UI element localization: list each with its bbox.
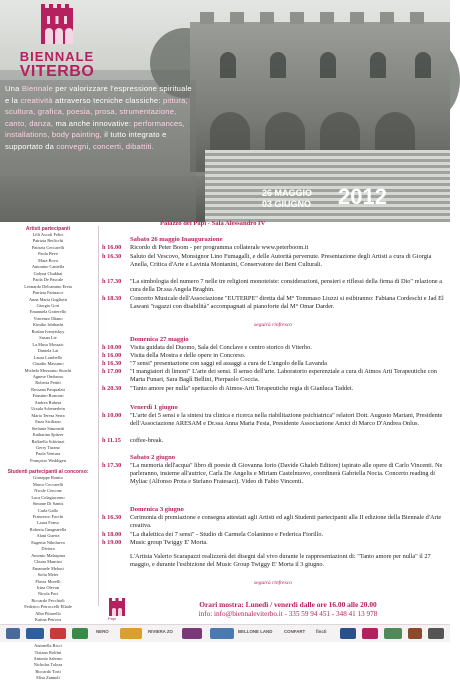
event-time: h 17.00 [102, 368, 122, 375]
participant-name: Katina Petrova [34, 617, 62, 623]
small-palace-logo-icon [106, 598, 128, 616]
event-time: h 17.30 [102, 462, 122, 469]
palace-logo-icon [35, 4, 79, 48]
participant-name: Stefania Simonetti [31, 425, 65, 431]
sponsor-logo [428, 628, 444, 639]
participant-name: Sofia Meter [37, 572, 59, 578]
event-time: h 18.00 [102, 531, 122, 538]
sponsor-name: CONFART [284, 629, 306, 634]
participant-name: Rossana Pasqualati [31, 386, 65, 392]
participant-name: Antonino Cantella [31, 264, 65, 270]
participants-column [0, 226, 96, 682]
event-text: Visita guidata del Duomo, Sala del Conclave e centro storico di Viterbo. [130, 344, 312, 351]
intro-highlight: pittura, scultura, grafica, poesia, prosa, strumentazione, canto, danza, [5, 95, 188, 128]
participant-name: La Musa Mossaic [32, 341, 64, 347]
participant-name: Chiara Mancini [34, 559, 62, 565]
merlon [290, 12, 304, 24]
participant-name: Alani Guerra [36, 533, 60, 539]
event-text: "7 sensi" presentazione con saggi ed assaggi a cura de L'angolo della Lavanda [130, 360, 327, 367]
venue-title: Palazzo dei Papi - Sala Alessandro IV [160, 220, 266, 227]
event-time: h 10.00 [102, 412, 122, 419]
event-text: Saluto del Vescovo, Monsignor Lino Fumagalli, e delle Autorità pervenute. Presentazione degli Artisti a cura di Giorgia Anella, Critica d'Arte e Lavinia Montanini, Conservatore dei Beni Culturali. [130, 253, 432, 269]
students-list [0, 475, 96, 682]
participant-name: Ruslan Ivanytskyy [31, 328, 65, 334]
participant-name: Simone Di Santis [32, 501, 64, 507]
intro-highlight: Biennale [21, 84, 53, 93]
students-heading: Studenti partecipanti al concorso: [7, 469, 89, 476]
participant-name: Tiziano Rolfini [34, 649, 62, 655]
participant-name: Nicole Cercone [34, 488, 62, 494]
sponsor-name: fincti [316, 629, 327, 634]
participant-name: Susan Lie [39, 335, 57, 341]
participant-name: Faustino Ronconi [32, 393, 64, 399]
merlon [230, 12, 244, 24]
participant-name: Francesco Facchi [32, 514, 64, 520]
participant-name: Claudio Massimo [32, 361, 64, 367]
participant-name: Leonardo Delcamino Ereta [24, 283, 72, 289]
event-time: h 16.30 [102, 360, 122, 367]
event-text: coffee-break. [130, 437, 164, 444]
participant-name: Katharina Spitzer [32, 432, 64, 438]
sponsor-logo [340, 628, 356, 639]
merlon [350, 12, 364, 24]
participant-name: Gerry Turano [36, 444, 60, 450]
merlon [320, 12, 334, 24]
day-heading: Venerdì 1 giugno [130, 404, 178, 411]
biennale-logo [12, 4, 102, 82]
event-text: "L'arte dei 5 sensi e la sintesi tra clinica e ricerca nella riabilitazione psichiatrica" relatori Dott. Augusto Mariani, Presidente dell'Associazione ARESAM e Dr.ssa Anna Maria Festa, Presidente Associazione Amici di Marco D'Andrea Onlus. [130, 412, 443, 428]
participant-name: Federico Petroccelli Ellade [24, 604, 72, 610]
intro-part: ma anche innovative: [53, 118, 134, 128]
event-text: "Tanto amore per nulla" spettacolo di Atmos-Arti Terapeutiche regia di Gianluca Taddei. [130, 385, 354, 392]
event-time: h 11.15 [102, 437, 121, 444]
intro-part: il tutto integrato e supportato da [5, 130, 167, 151]
event-time: h 16.30 [102, 253, 122, 260]
event-time: h 16.30 [102, 514, 122, 521]
participant-name: Laura Lombello [33, 354, 63, 360]
participant-name: Nicola Paci [37, 591, 59, 597]
small-logo-text: Papi [108, 616, 117, 621]
sponsor-logo [72, 628, 88, 639]
participant-name: Raffaella Schirinzi [31, 438, 65, 444]
participant-name: Agnese Ombroso [32, 373, 64, 379]
event-time: h 18.30 [102, 295, 122, 302]
event-text: "La memoria dell'acqua" libro di poesie di Giovanna Iorio (Davide Ghaleb Editore) ispirato alle opere di Carlo Vincenti. Ne parleranno, insieme all'autrice, Carla De Angelis e Miriam Castelnuovo, coordinerà Gabriella Nocia. Concerto reading di Myliac (Alfonso Prota e Stefano Fratesaci). Video di Fabio Vincenti. [130, 462, 443, 486]
window [220, 52, 236, 78]
date-start: 26 MAGGIO [262, 188, 313, 198]
window [270, 52, 286, 78]
participant-name: Nicholas Toloza [33, 662, 63, 668]
intro-part: attraverso tecniche classiche: [52, 95, 163, 105]
event-text: "I mangiatori di limoni" L'arte dei sensi. Il senso dell'arte. Laboratorio esperenziale a cura di Atmos Arti Terapeutiche con Marta Funari, Sara Baglì Bellini, Pierpaolo Coccia. [130, 368, 437, 384]
event-text: Cerimonia di premiazione e consegna attestati agli Artisti ed agli Studenti partecipanti alla II edizione della Biennale d'Arte creativa. [130, 514, 442, 530]
participant-name: Alba Pittarello [35, 610, 61, 616]
day-heading: Domenica 27 maggio [130, 336, 189, 343]
participant-name: Patrizia Ceccarelli [31, 244, 65, 250]
sponsor-logo [362, 628, 378, 639]
closing-note-text: L'Artista Valerio Scarapazzi realizzerà dei disegni dal vivo durante le rappresentazioni di: "Tanto amore per nulla" il 27 maggio, e durante l'esibizione del Music Group Twiggy E' Morta il 3 giugno. [130, 553, 431, 569]
intro-part: Una [5, 84, 22, 93]
participant-name: Giorgio Gori [36, 302, 60, 308]
participant-name: Antonio Malaspina [31, 552, 65, 558]
sponsor-name: NERO [96, 629, 109, 634]
participant-name: Enza Siciliano [35, 419, 61, 425]
participant-name: Laura Fonso [36, 520, 60, 526]
merlon [410, 12, 424, 24]
participant-name: Emanuele Meloni [32, 565, 64, 571]
sponsor-logo [26, 628, 44, 639]
artists-heading: Artisti partecipanti [25, 226, 71, 232]
participant-name: Riccardo Torti [35, 668, 61, 674]
event-time: h 17.30 [102, 278, 122, 285]
participant-name: Roberta Pettiti [35, 380, 61, 386]
contact-info: info: info@biennaleviterbo.it - 335 59 94 451 - 348 41 13 978 [198, 610, 378, 618]
participant-name: Paola De Pascale [32, 277, 64, 283]
logo-title-line2: VITERBO [19, 63, 95, 80]
event-dates [262, 188, 312, 210]
participant-name: Giuseppe Bonito [33, 475, 63, 481]
participant-name: Michela Mezzomo Sturchi [24, 367, 72, 373]
refresh-note: seguirà rinfresco [253, 580, 293, 586]
participant-name: Antonella Ricci [34, 643, 62, 649]
participant-name: Irina Olevan [36, 585, 60, 591]
sponsor-name: RIVIERA ZO [148, 629, 173, 634]
participant-name: Paola Ventura [35, 451, 61, 457]
event-text: "La dialettica dei 7 sensi" - Studio di Carmela Colaninno e Federica Fiorillo. [130, 531, 324, 538]
logo-title-line1: BIENNALE [19, 49, 95, 64]
event-text: Ricordo di Peter Boom - per programma collaterale www.peterboom.it [130, 244, 309, 251]
sponsor-name: BELLONE LAND [238, 629, 273, 634]
column-divider [98, 226, 99, 606]
sponsor-logo [182, 628, 202, 639]
artists-list [0, 232, 96, 464]
participant-name: Andrea Rubera [34, 399, 62, 405]
sponsor-logo [6, 628, 20, 639]
intro-highlight: creatività [20, 95, 53, 105]
participant-name: Vincenzo Illiano [33, 315, 63, 321]
event-time: h 19.00 [102, 539, 122, 546]
intro-text [5, 83, 197, 153]
day-heading: Sabato 26 maggio Inaugurazione [130, 236, 223, 243]
participant-name: Carla Gallo [37, 507, 59, 513]
refresh-note: seguirà rinfresco [253, 322, 293, 328]
participant-name: Mara Bova [38, 257, 58, 263]
day-heading: Domenica 3 giugno [130, 506, 184, 513]
event-time: h 10.00 [102, 344, 122, 351]
intro-highlight: performances, installations, body painting, [5, 118, 185, 140]
participant-name: Riccardo Pecchioli [31, 597, 65, 603]
participant-name: Roberta Gnagnarella [29, 526, 67, 532]
window [370, 52, 386, 78]
participant-name: Maria Teresa Serra [31, 412, 65, 418]
participant-name: Françoise Weddigen [30, 457, 66, 463]
participant-name: Flavia Morelli [35, 578, 61, 584]
participant-name: Lilli Ascoli Felici [32, 232, 64, 237]
participant-name: Marco Ceccarelli [32, 481, 64, 487]
stairs [205, 150, 450, 222]
event-year: 2012 [338, 184, 387, 209]
date-end: 03 GIUGNO [262, 199, 312, 209]
participant-name: Ursula Scheuerlein [31, 406, 65, 412]
participant-name: Daniela Lai [37, 348, 59, 354]
participant-name: Elisa Zannoli [36, 675, 60, 681]
sponsor-logo [384, 628, 402, 639]
day-heading: Sabato 2 giugno [130, 454, 176, 461]
exhibition-hours: Orari mostra: Lunedì / venerdì dalle ore 16.00 alle 20.00 [199, 600, 377, 609]
event-time: h 20.30 [102, 385, 122, 392]
event-time: h 16.00 [102, 244, 122, 251]
merlon [260, 12, 274, 24]
event-time: h 16.00 [102, 352, 122, 359]
intro-part: per valorizzare l'espressione spirituale e la [5, 84, 192, 105]
participant-name: Galyna Chukhai [33, 270, 63, 276]
event-text: Music group Twiggy E' Morta. [130, 539, 208, 546]
window [320, 52, 336, 78]
event-text: "La simbologia del numero 7 nelle tre religioni monoteiste: considerazioni, pensieri e riflessi della firma di Dio" relazione a cura della Dr.ssa Angela Braghin. [130, 278, 443, 294]
intro-highlight: convegni, concerti, dibattiti. [56, 141, 154, 151]
participant-name: Diviera [41, 546, 55, 552]
event-text: Concerto Musicale dell'Associazione "EUTERPE" diretta dal M° Tommaso Liuzzi si esibiranno: Fabiana Cordeschi e Jad El Lawani "ragazzi con disabilità" accompagnati al pianoforte dal M° Omar Darder. [130, 295, 444, 311]
participant-name: Patrizia Farinacci [32, 290, 64, 296]
sponsor-logo [408, 628, 422, 639]
window [415, 52, 431, 78]
sponsor-logo [50, 628, 66, 639]
participant-name: Emanuela Gotterello [29, 309, 67, 315]
participant-name: Kimiko Ishibashi [32, 322, 64, 328]
participant-name: Paola Beve [38, 251, 58, 257]
merlon [380, 12, 394, 24]
participant-name: Antonio Salerno [33, 656, 63, 661]
participant-name: Eugenia Nikolaeva [31, 539, 65, 545]
merlon [200, 12, 214, 24]
sponsor-logo [120, 628, 142, 639]
participant-name: Luca Colagiacomo [31, 494, 65, 500]
participant-name: Anna Maria Gugliotti [28, 296, 68, 302]
sponsor-logo [210, 628, 234, 639]
event-text: Visita della Mostra e delle opere in Concorso. [130, 352, 246, 359]
participant-name: Patrizia Berlicchi [32, 238, 64, 244]
